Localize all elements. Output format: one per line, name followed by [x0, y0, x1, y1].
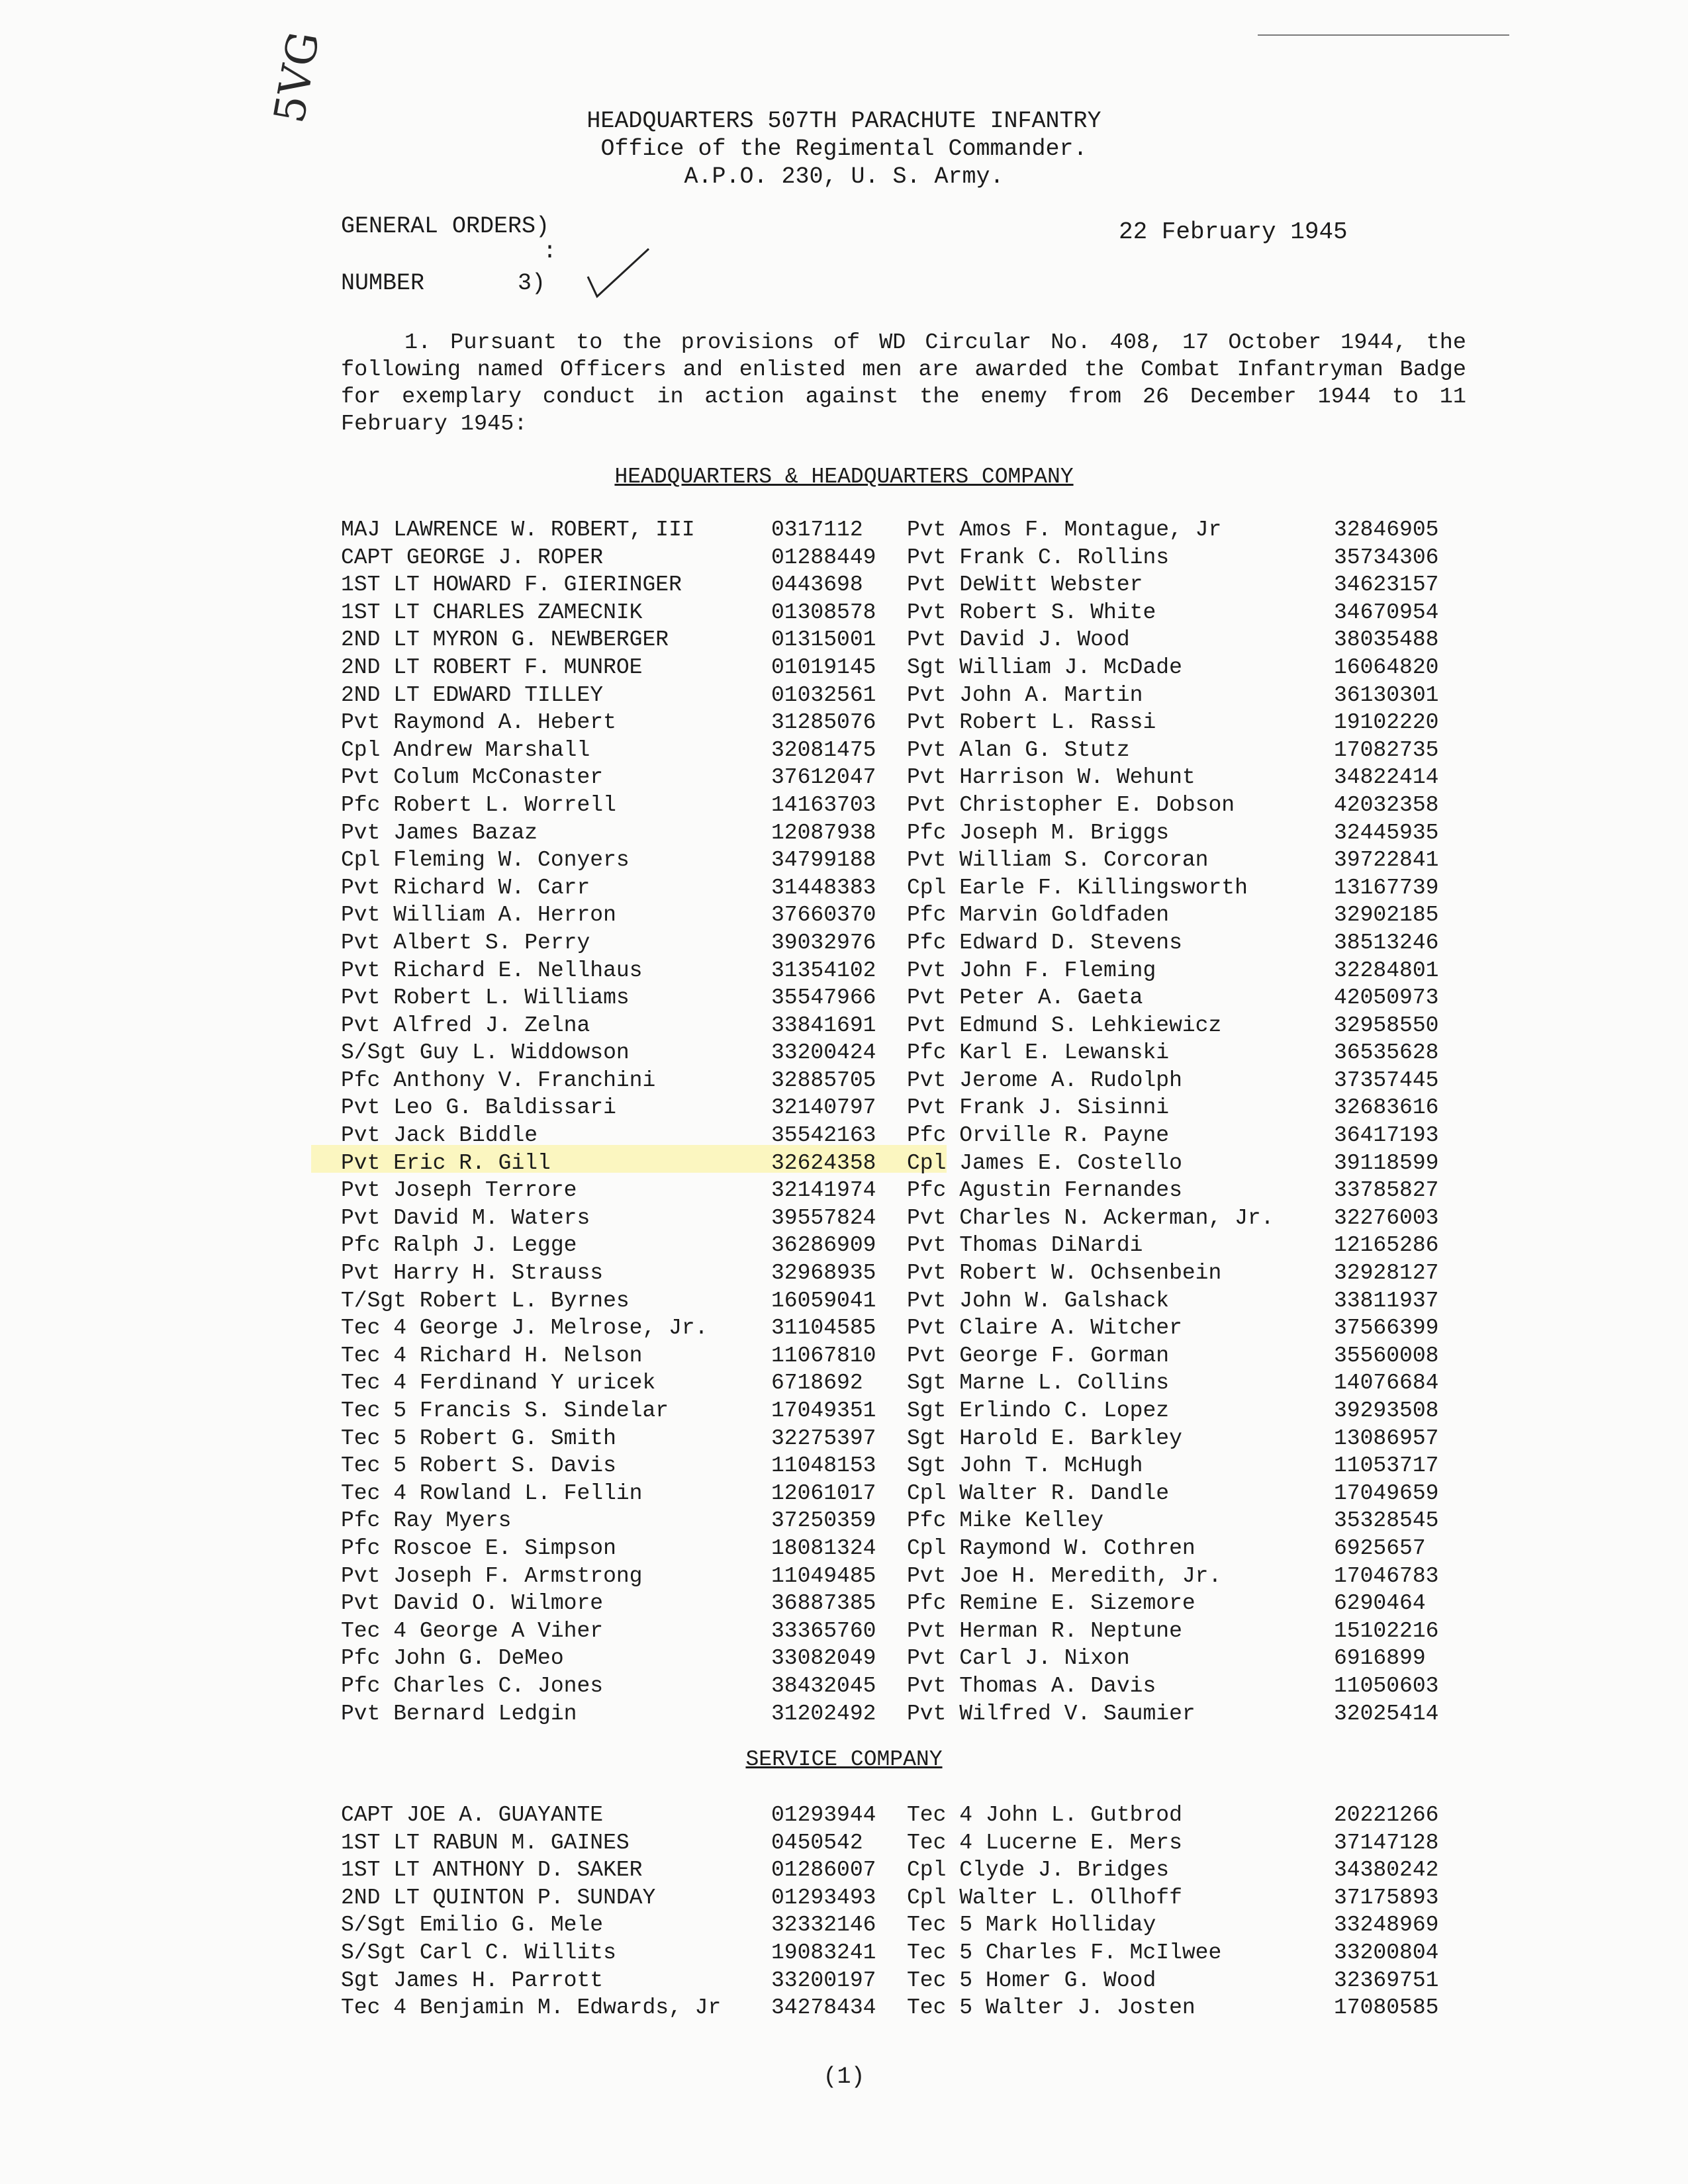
right-name: Pvt Jerome A. Rudolph [907, 1068, 1182, 1093]
left-serial: 32968935 [771, 1261, 876, 1286]
right-name: Pvt Charles N. Ackerman, Jr. [907, 1205, 1274, 1230]
left-serial: 38432045 [771, 1673, 876, 1698]
left-name: Pvt Richard E. Nellhaus [341, 958, 643, 983]
left-name: Pfc John G. DeMeo [341, 1646, 564, 1671]
left-serial: 37612047 [771, 765, 876, 790]
roster-row [341, 1911, 1453, 1939]
roster-row [341, 846, 1453, 874]
top-rule [1258, 34, 1509, 36]
left-name: Pvt Leo G. Baldissari [341, 1095, 616, 1120]
right-name: Pvt Joe H. Meredith, Jr. [907, 1563, 1222, 1588]
right-serial: 35328545 [1334, 1508, 1439, 1533]
left-name: Pfc Anthony V. Franchini [341, 1068, 656, 1093]
right-serial: 36535628 [1334, 1040, 1439, 1066]
right-name: Pfc Agustin Fernandes [907, 1178, 1182, 1203]
right-name: Pfc Mike Kelley [907, 1508, 1104, 1533]
general-orders-label: GENERAL ORDERS) : [341, 213, 557, 265]
left-serial: 32624358 [771, 1150, 876, 1175]
right-name: Pvt Peter A. Gaeta [907, 985, 1143, 1011]
roster-row [341, 819, 1453, 847]
right-serial: 32683616 [1334, 1095, 1439, 1120]
left-name: Tec 4 George A Viher [341, 1618, 604, 1643]
left-name: Tec 4 Richard H. Nelson [341, 1343, 643, 1368]
left-name: Pvt David O. Wilmore [341, 1591, 604, 1616]
roster-row [341, 901, 1453, 929]
left-name: Pfc Robert L. Worrell [341, 792, 616, 817]
right-name: Pvt Wilfred V. Saumier [907, 1701, 1196, 1726]
right-name: Pvt Robert W. Ochsenbein [907, 1261, 1222, 1286]
roster-row [341, 1801, 1453, 1829]
right-name: Cpl James E. Costello [907, 1150, 1182, 1175]
right-serial: 17082735 [1334, 737, 1439, 762]
left-serial: 01293944 [771, 1803, 876, 1827]
roster-row [341, 1563, 1453, 1590]
left-name: S/Sgt Emilio G. Mele [341, 1913, 604, 1938]
left-serial: 31104585 [771, 1316, 876, 1341]
roster-hq-company [341, 516, 1453, 1727]
right-name: Tec 4 Lucerne E. Mers [907, 1830, 1182, 1855]
right-serial: 34623157 [1334, 572, 1439, 598]
left-name: Pvt Joseph F. Armstrong [341, 1563, 643, 1588]
section-title-hq: HEADQUARTERS & HEADQUARTERS COMPANY [614, 465, 1074, 489]
left-serial: 33200424 [771, 1040, 876, 1066]
right-name: Pvt John W. Galshack [907, 1288, 1170, 1313]
left-name: 2ND LT MYRON G. NEWBERGER [341, 627, 669, 653]
right-name: Cpl Walter L. Ollhoff [907, 1885, 1182, 1910]
right-serial: 13086957 [1334, 1426, 1439, 1451]
order-number [341, 270, 545, 296]
roster-row [341, 737, 1453, 764]
left-name: 2ND LT ROBERT F. MUNROE [341, 655, 643, 680]
right-name: Tec 5 Mark Holliday [907, 1913, 1156, 1938]
right-serial: 32846905 [1334, 518, 1439, 542]
roster-row [341, 1535, 1453, 1563]
order-paragraph [341, 330, 1466, 438]
right-name: Sgt William J. McDade [907, 655, 1182, 680]
right-serial: 34380242 [1334, 1858, 1439, 1883]
roster-row [341, 1094, 1453, 1122]
left-name: Sgt James H. Parrott [341, 1968, 604, 1993]
right-serial: 11053717 [1334, 1453, 1439, 1479]
roster-row [341, 1994, 1453, 2022]
right-serial: 36417193 [1334, 1123, 1439, 1148]
right-serial: 19102220 [1334, 710, 1439, 735]
roster-row [341, 516, 1453, 544]
roster-row [341, 1259, 1453, 1287]
roster-row [341, 1232, 1453, 1259]
right-serial: 34822414 [1334, 765, 1439, 790]
left-serial: 01019145 [771, 655, 876, 680]
right-serial: 6925657 [1334, 1535, 1426, 1561]
paragraph-text: Pursuant to the provisions of WD Circular No. 408, 17 October 1944, the following named Officers and enlisted men are awarded the Combat Infantryman Badge for exemplary conduct in action against the enemy from 26 December 1944 to 11 February 1945: [341, 330, 1466, 437]
right-name: Sgt Harold E. Barkley [907, 1426, 1182, 1451]
left-serial: 0317112 [771, 518, 863, 542]
roster-row [341, 1672, 1453, 1700]
right-serial: 6290464 [1334, 1591, 1426, 1616]
left-serial: 6718692 [771, 1371, 863, 1396]
right-name: Sgt Erlindo C. Lopez [907, 1398, 1170, 1423]
roster-row [341, 1829, 1453, 1857]
left-serial: 34278434 [771, 1995, 876, 2021]
left-serial: 37250359 [771, 1508, 876, 1533]
left-serial: 31202492 [771, 1701, 876, 1726]
right-name: Tec 5 Charles F. McIlwee [907, 1940, 1222, 1965]
left-name: 2ND LT EDWARD TILLEY [341, 682, 604, 707]
roster-row [341, 1425, 1453, 1453]
left-serial: 31354102 [771, 958, 876, 983]
right-name: Pfc Joseph M. Briggs [907, 820, 1170, 845]
right-serial: 39722841 [1334, 848, 1439, 873]
right-serial: 33785827 [1334, 1178, 1439, 1203]
right-name: Sgt John T. McHugh [907, 1453, 1143, 1479]
left-serial: 16059041 [771, 1288, 876, 1313]
left-serial: 33082049 [771, 1646, 876, 1671]
roster-row [341, 957, 1453, 985]
left-name: Pvt Raymond A. Hebert [341, 710, 616, 735]
left-serial: 33841691 [771, 1013, 876, 1038]
roster-row [341, 792, 1453, 819]
left-serial: 17049351 [771, 1398, 876, 1423]
left-name: Pvt Eric R. Gill [341, 1150, 551, 1175]
left-serial: 19083241 [771, 1940, 876, 1965]
left-name: Pvt Joseph Terrore [341, 1178, 577, 1203]
left-name: Tec 4 Rowland L. Fellin [341, 1480, 643, 1506]
left-serial: 37660370 [771, 903, 876, 928]
left-name: Tec 4 George J. Melrose, Jr. [341, 1316, 708, 1341]
right-name: Pvt Alan G. Stutz [907, 737, 1130, 762]
right-serial: 32276003 [1334, 1205, 1439, 1230]
left-serial: 32275397 [771, 1426, 876, 1451]
right-serial: 37147128 [1334, 1830, 1439, 1855]
right-serial: 17080585 [1334, 1995, 1439, 2021]
left-name: Pfc Roscoe E. Simpson [341, 1535, 616, 1561]
left-serial: 0450542 [771, 1830, 863, 1855]
left-serial: 36286909 [771, 1233, 876, 1258]
left-serial: 11048153 [771, 1453, 876, 1479]
right-name: Cpl Raymond W. Cothren [907, 1535, 1196, 1561]
left-name: Pvt Albert S. Perry [341, 930, 590, 955]
right-name: Pvt Robert S. White [907, 600, 1156, 625]
right-serial: 39118599 [1334, 1150, 1439, 1175]
right-serial: 35560008 [1334, 1343, 1439, 1368]
left-name: Pvt Harry H. Strauss [341, 1261, 604, 1286]
right-name: Pvt William S. Corcoran [907, 848, 1209, 873]
roster-row [341, 1480, 1453, 1508]
left-serial: 0443698 [771, 572, 863, 598]
left-name: Pvt David M. Waters [341, 1205, 590, 1230]
right-name: Pvt John F. Fleming [907, 958, 1156, 983]
right-serial: 37566399 [1334, 1316, 1439, 1341]
letterhead-office: Office of the Regimental Commander. [600, 136, 1088, 162]
left-name: CAPT JOE A. GUAYANTE [341, 1803, 604, 1827]
right-serial: 32958550 [1334, 1013, 1439, 1038]
right-serial: 33248969 [1334, 1913, 1439, 1938]
left-name: T/Sgt Robert L. Byrnes [341, 1288, 630, 1313]
right-serial: 13167739 [1334, 875, 1439, 900]
roster-row [341, 1369, 1453, 1397]
left-serial: 33365760 [771, 1618, 876, 1643]
right-serial: 32369751 [1334, 1968, 1439, 1993]
left-serial: 33200197 [771, 1968, 876, 1993]
right-serial: 14076684 [1334, 1371, 1439, 1396]
right-serial: 20221266 [1334, 1803, 1439, 1827]
left-serial: 36887385 [771, 1591, 876, 1616]
right-name: Sgt Marne L. Collins [907, 1371, 1170, 1396]
right-serial: 17049659 [1334, 1480, 1439, 1506]
left-name: Pvt Colum McConaster [341, 765, 604, 790]
right-name: Pvt Harrison W. Wehunt [907, 765, 1196, 790]
roster-row [341, 1617, 1453, 1645]
roster-row [341, 1590, 1453, 1617]
right-name: Tec 4 John L. Gutbrod [907, 1803, 1182, 1827]
left-name: Tec 4 Benjamin M. Edwards, Jr [341, 1995, 722, 2021]
right-name: Pfc Edward D. Stevens [907, 930, 1182, 955]
left-serial: 14163703 [771, 792, 876, 817]
handwritten-mark: 5VG [265, 28, 330, 127]
left-name: 2ND LT QUINTON P. SUNDAY [341, 1885, 656, 1910]
section-title-service: SERVICE COMPANY [745, 1747, 943, 1772]
right-name: Tec 5 Homer G. Wood [907, 1968, 1156, 1993]
right-serial: 37175893 [1334, 1885, 1439, 1910]
right-name: Pvt DeWitt Webster [907, 572, 1143, 598]
right-serial: 33200804 [1334, 1940, 1439, 1965]
right-serial: 17046783 [1334, 1563, 1439, 1588]
left-serial: 34799188 [771, 848, 876, 873]
left-name: Tec 5 Robert G. Smith [341, 1426, 616, 1451]
left-serial: 39032976 [771, 930, 876, 955]
left-name: Cpl Andrew Marshall [341, 737, 590, 762]
right-name: Pvt Christopher E. Dobson [907, 792, 1235, 817]
left-serial: 35547966 [771, 985, 876, 1011]
left-name: Pvt William A. Herron [341, 903, 616, 928]
right-name: Cpl Earle F. Killingsworth [907, 875, 1248, 900]
left-name: Pvt James Bazaz [341, 820, 538, 845]
left-name: Pvt Bernard Ledgin [341, 1701, 577, 1726]
left-name: Tec 5 Francis S. Sindelar [341, 1398, 669, 1423]
roster-row [341, 1205, 1453, 1232]
left-name: 1ST LT ANTHONY D. SAKER [341, 1858, 643, 1883]
roster-row [341, 709, 1453, 737]
right-name: Pvt Claire A. Witcher [907, 1316, 1182, 1341]
left-name: Pvt Jack Biddle [341, 1123, 538, 1148]
orders-colon: : [543, 238, 557, 265]
right-name: Pfc Remine E. Sizemore [907, 1591, 1196, 1616]
right-name: Pfc Marvin Goldfaden [907, 903, 1170, 928]
left-serial: 01315001 [771, 627, 876, 653]
right-serial: 42050973 [1334, 985, 1439, 1011]
right-serial: 32284801 [1334, 958, 1439, 983]
letterhead-unit: HEADQUARTERS 507TH PARACHUTE INFANTRY [586, 108, 1102, 134]
roster-row [341, 764, 1453, 792]
roster-row [341, 1177, 1453, 1205]
right-name: Cpl Walter R. Dandle [907, 1480, 1170, 1506]
left-serial: 18081324 [771, 1535, 876, 1561]
left-name: Pvt Richard W. Carr [341, 875, 590, 900]
left-serial: 31285076 [771, 710, 876, 735]
right-serial: 37357445 [1334, 1068, 1439, 1093]
roster-row [341, 874, 1453, 902]
right-name: Pvt Edmund S. Lehkiewicz [907, 1013, 1222, 1038]
left-name: MAJ LAWRENCE W. ROBERT, III [341, 518, 695, 542]
left-serial: 11049485 [771, 1563, 876, 1588]
left-serial: 32081475 [771, 737, 876, 762]
roster-row [341, 626, 1453, 654]
left-name: S/Sgt Carl C. Willits [341, 1940, 616, 1965]
left-serial: 12061017 [771, 1480, 876, 1506]
roster-row [341, 1067, 1453, 1095]
left-serial: 01286007 [771, 1858, 876, 1883]
right-serial: 34670954 [1334, 600, 1439, 625]
right-serial: 11050603 [1334, 1673, 1439, 1698]
left-name: Tec 4 Ferdinand Y uricek [341, 1371, 656, 1396]
number-value: 3) [518, 270, 546, 296]
left-name: 1ST LT RABUN M. GAINES [341, 1830, 630, 1855]
right-name: Pvt Herman R. Neptune [907, 1618, 1182, 1643]
right-serial: 33811937 [1334, 1288, 1439, 1313]
right-serial: 16064820 [1334, 655, 1439, 680]
roster-row [341, 1287, 1453, 1315]
right-name: Pvt David J. Wood [907, 627, 1130, 653]
left-serial: 39557824 [771, 1205, 876, 1230]
left-serial: 01308578 [771, 600, 876, 625]
left-name: Pfc Ray Myers [341, 1508, 512, 1533]
left-name: 1ST LT HOWARD F. GIERINGER [341, 572, 682, 598]
left-serial: 32885705 [771, 1068, 876, 1093]
right-serial: 38513246 [1334, 930, 1439, 955]
right-serial: 38035488 [1334, 627, 1439, 653]
roster-row [341, 1967, 1453, 1995]
right-serial: 32928127 [1334, 1261, 1439, 1286]
letterhead [0, 107, 1688, 191]
right-name: Pvt George F. Gorman [907, 1343, 1170, 1368]
roster-row [341, 1452, 1453, 1480]
roster-row [341, 682, 1453, 709]
checkmark-icon [583, 245, 655, 304]
left-serial: 35542163 [771, 1123, 876, 1148]
right-name: Tec 5 Walter J. Josten [907, 1995, 1196, 2021]
roster-row [341, 1122, 1453, 1150]
right-serial: 35734306 [1334, 545, 1439, 570]
left-name: CAPT GEORGE J. ROPER [341, 545, 604, 570]
left-serial: 32332146 [771, 1913, 876, 1938]
roster-row [341, 984, 1453, 1012]
roster-row [341, 1150, 1453, 1177]
right-name: Pfc Orville R. Payne [907, 1123, 1170, 1148]
roster-row [341, 1645, 1453, 1672]
right-serial: 15102216 [1334, 1618, 1439, 1643]
roster-row [341, 1939, 1453, 1967]
left-serial: 01288449 [771, 545, 876, 570]
number-label: NUMBER [341, 270, 425, 296]
roster-row [341, 544, 1453, 572]
right-name: Pvt Carl J. Nixon [907, 1646, 1130, 1671]
left-name: Cpl Fleming W. Conyers [341, 848, 630, 873]
roster-row [341, 1507, 1453, 1535]
left-name: Pfc Ralph J. Legge [341, 1233, 577, 1258]
roster-row [341, 1342, 1453, 1370]
right-name: Pvt Frank J. Sisinni [907, 1095, 1170, 1120]
right-name: Pvt Amos F. Montague, Jr [907, 518, 1222, 542]
roster-row [341, 599, 1453, 627]
right-name: Pvt Thomas DiNardi [907, 1233, 1143, 1258]
left-serial: 12087938 [771, 820, 876, 845]
left-name: S/Sgt Guy L. Widdowson [341, 1040, 630, 1066]
roster-row [341, 1856, 1453, 1884]
roster-row [341, 929, 1453, 957]
roster-row [341, 1039, 1453, 1067]
right-name: Pvt John A. Martin [907, 682, 1143, 707]
roster-row [341, 571, 1453, 599]
roster-row [341, 1314, 1453, 1342]
left-name: 1ST LT CHARLES ZAMECNIK [341, 600, 643, 625]
right-serial: 32025414 [1334, 1701, 1439, 1726]
left-name: Tec 5 Robert S. Davis [341, 1453, 616, 1479]
right-serial: 32445935 [1334, 820, 1439, 845]
right-serial: 32902185 [1334, 903, 1439, 928]
left-name: Pvt Alfred J. Zelna [341, 1013, 590, 1038]
left-serial: 31448383 [771, 875, 876, 900]
right-name: Pfc Karl E. Lewanski [907, 1040, 1170, 1066]
right-name: Pvt Frank C. Rollins [907, 545, 1170, 570]
left-serial: 01293493 [771, 1885, 876, 1910]
order-date: 22 February 1945 [1119, 218, 1348, 246]
right-name: Cpl Clyde J. Bridges [907, 1858, 1170, 1883]
right-name: Pvt Thomas A. Davis [907, 1673, 1156, 1698]
roster-row [341, 1397, 1453, 1425]
right-serial: 12165286 [1334, 1233, 1439, 1258]
roster-row [341, 1012, 1453, 1040]
roster-service-company [341, 1801, 1453, 2022]
left-serial: 01032561 [771, 682, 876, 707]
left-serial: 32140797 [771, 1095, 876, 1120]
left-name: Pfc Charles C. Jones [341, 1673, 604, 1698]
letterhead-address: A.P.O. 230, U. S. Army. [684, 163, 1004, 190]
left-serial: 11067810 [771, 1343, 876, 1368]
roster-row [341, 654, 1453, 682]
right-serial: 36130301 [1334, 682, 1439, 707]
paragraph-number: 1. [404, 330, 432, 355]
page-number: (1) [823, 2064, 865, 2090]
right-serial: 42032358 [1334, 792, 1439, 817]
roster-row [341, 1884, 1453, 1912]
left-serial: 32141974 [771, 1178, 876, 1203]
right-serial: 39293508 [1334, 1398, 1439, 1423]
right-serial: 6916899 [1334, 1646, 1426, 1671]
roster-row [341, 1700, 1453, 1728]
left-name: Pvt Robert L. Williams [341, 985, 630, 1011]
right-name: Pvt Robert L. Rassi [907, 710, 1156, 735]
